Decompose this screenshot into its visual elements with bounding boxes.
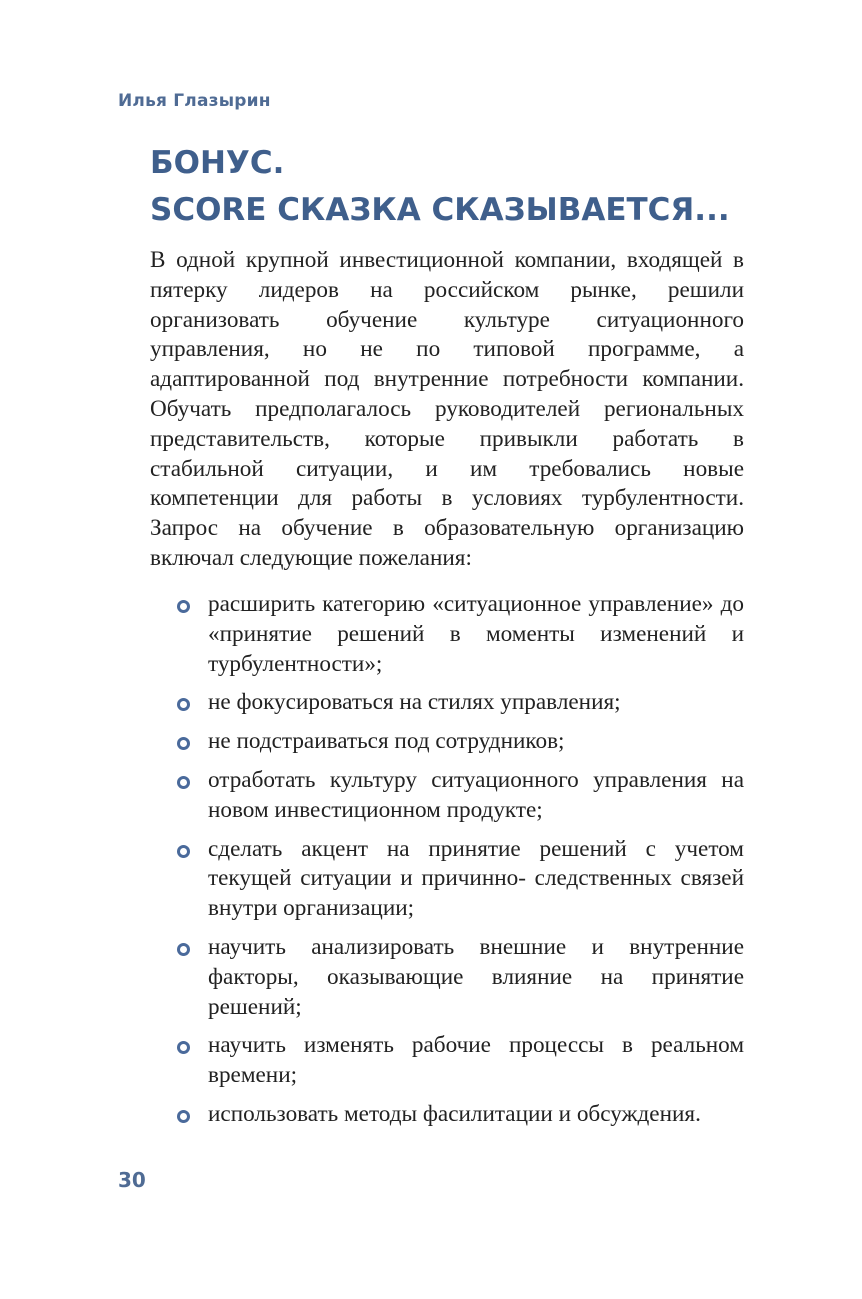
chapter-title-line-2: SCORE СКАЗКА СКАЗЫВАЕТСЯ... — [150, 192, 730, 228]
circle-bullet-icon — [177, 698, 190, 711]
list-item — [150, 688, 744, 718]
list-item-text: использовать методы фасилитации и обсуждения. — [208, 1100, 701, 1127]
circle-bullet-icon — [177, 1041, 190, 1054]
list-item — [150, 933, 744, 1022]
list-item — [150, 727, 744, 757]
list-item-text: не фокусироваться на стилях управления; — [208, 689, 621, 716]
list-item-text: научить анализировать внешние и внутренние факторы, оказывающие влияние на принятие решений; — [208, 933, 744, 1020]
list-item — [150, 590, 744, 679]
chapter-title-line-1: БОНУС. — [150, 145, 285, 181]
requirements-list — [150, 590, 744, 1139]
chapter-title — [150, 140, 730, 234]
list-item-text: не подстраиваться под сотрудников; — [208, 728, 565, 755]
list-item-text: отработать культуру ситуационного управления на новом инвестиционном продукте; — [208, 766, 744, 823]
circle-bullet-icon — [177, 845, 190, 858]
list-item — [150, 766, 744, 826]
list-item-text: сделать акцент на принятие решений с учетом текущей ситуации и причинно- следственных связей внутри организации; — [208, 835, 744, 922]
list-item — [150, 835, 744, 924]
body-paragraph: В одной крупной инвестиционной компании, входящей в пятерку лидеров на российском рынке, решили организовать обучение культуре ситуационного управления, но не по типовой программе, а адаптированной под внутренние потребности компании. Обучать предполагалось руководителей региональных представительств, которые привыкли работать в стабильной ситуации, и им требовались новые компетенции для работы в условиях турбулентности. Запрос на обучение в образовательную организацию включал следующие пожелания: — [150, 247, 744, 571]
page-number: 30 — [118, 1168, 146, 1192]
list-item-text: расширить категорию «ситуационное управление» до «принятие решений в моменты изменений и турбулентности»; — [208, 591, 744, 677]
list-item — [150, 1031, 744, 1091]
circle-bullet-icon — [177, 1110, 190, 1123]
circle-bullet-icon — [177, 943, 190, 956]
circle-bullet-icon — [177, 737, 190, 750]
running-head-author: Илья Глазырин — [118, 91, 271, 111]
circle-bullet-icon — [177, 600, 190, 613]
circle-bullet-icon — [177, 776, 190, 789]
list-item-text: научить изменять рабочие процессы в реальном времени; — [208, 1032, 744, 1089]
list-item — [150, 1100, 744, 1130]
